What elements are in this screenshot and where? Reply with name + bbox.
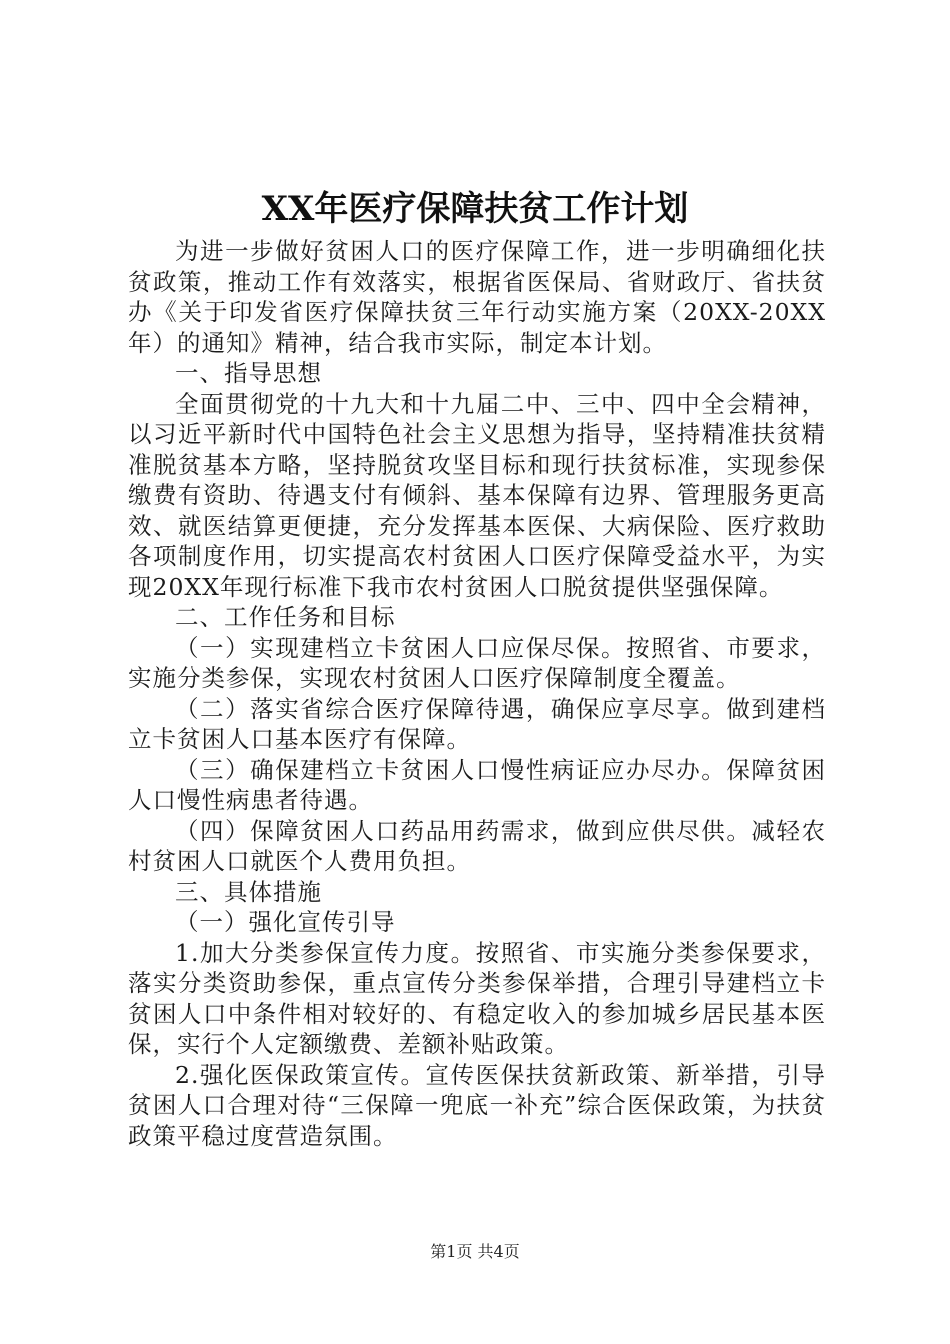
document-title: XX年医疗保障扶贫工作计划 — [261, 189, 689, 229]
section-heading-tasks-goals: 二、工作任务和目标 — [175, 603, 396, 631]
section-heading-guiding-ideology: 一、指导思想 — [175, 359, 322, 387]
paragraph-task-3: （三）确保建档立卡贫困人口慢性病证应办尽办。保障贫困人口慢性病患者待遇。 — [128, 755, 826, 814]
paragraph-measure-2: 2.强化医保政策宣传。宣传医保扶贫新政策、新举措，引导贫困人口合理对待“三保障一兜底一补充”综合医保政策，为扶贫政策平稳过度营造氛围。 — [128, 1060, 826, 1150]
paragraph-measure-1: 1.加大分类参保宣传力度。按照省、市实施分类参保要求，落实分类资助参保，重点宣传分类参保举措，合理引导建档立卡贫困人口中条件相对较好的、有稳定收入的参加城乡居民基本医保，实行个人定额缴费、差额补贴政策。 — [128, 938, 826, 1058]
paragraph-guiding-ideology: 全面贯彻党的十九大和十九届二中、三中、四中全会精神，以习近平新时代中国特色社会主义思想为指导，坚持精准扶贫精准脱贫基本方略，坚持脱贫攻坚目标和现行扶贫标准，实现参保缴费有资助、待遇支付有倾斜、基本保障有边界、管理服务更高效、就医结算更便捷，充分发挥基本医保、大病保险、医疗救助各项制度作用，切实提高农村贫困人口医疗保障受益水平，为实现20XX年现行标准下我市农村贫困人口脱贫提供坚强保障。 — [128, 389, 826, 601]
paragraph-intro: 为进一步做好贫困人口的医疗保障工作，进一步明确细化扶贫政策，推动工作有效落实，根据省医保局、省财政厅、省扶贫办《关于印发省医疗保障扶贫三年行动实施方案（20XX-20XX年）的通知》精神，结合我市实际，制定本计划。 — [128, 237, 826, 357]
subsection-heading-publicity: （一）强化宣传引导 — [175, 908, 396, 936]
paragraph-task-2: （二）落实省综合医疗保障待遇，确保应享尽享。做到建档立卡贫困人口基本医疗有保障。 — [128, 694, 826, 753]
page-number-footer: 第1页 共4页 — [430, 1242, 520, 1261]
paragraph-task-1: （一）实现建档立卡贫困人口应保尽保。按照省、市要求，实施分类参保，实现农村贫困人口医疗保障制度全覆盖。 — [128, 633, 826, 692]
document-body — [128, 236, 826, 1151]
paragraph-task-4: （四）保障贫困人口药品用药需求，做到应供尽供。减轻农村贫困人口就医个人费用负担。 — [128, 816, 826, 875]
section-heading-measures: 三、具体措施 — [175, 877, 322, 906]
